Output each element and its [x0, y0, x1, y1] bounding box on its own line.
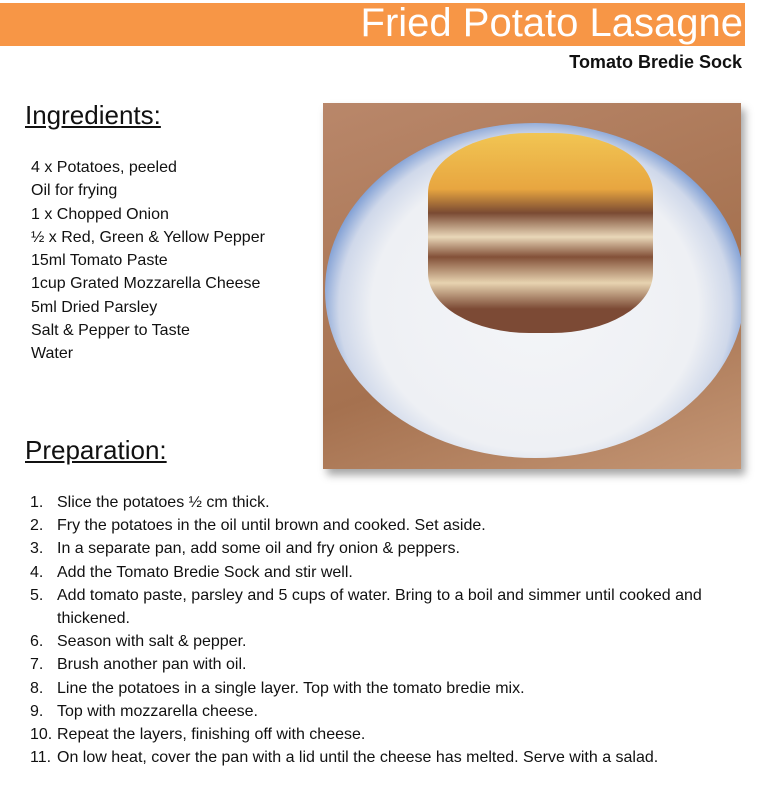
step: 11. On low heat, cover the pan with a lid until the cheese has melted. Serve with a salad.: [30, 749, 659, 767]
title-banner: [0, 3, 745, 46]
step: 6. Season with salt & pepper.: [30, 633, 247, 651]
subtitle: Tomato Bredie Sock: [569, 52, 742, 72]
ingredient: ½ x Red, Green & Yellow Pepper: [31, 228, 265, 246]
step: 2. Fry the potatoes in the oil until brown and cooked. Set aside.: [30, 517, 486, 535]
ingredient: 1cup Grated Mozzarella Cheese: [31, 275, 261, 293]
ingredients-heading: Ingredients:: [25, 100, 161, 130]
preparation-steps: [30, 491, 750, 769]
step: 9. Top with mozzarella cheese.: [30, 702, 258, 720]
preparation-heading: Preparation:: [25, 435, 167, 465]
step: 5. Add tomato paste, parsley and 5 cups of water. Bring to a boil and simmer until cooked and thickened.: [30, 586, 702, 628]
step: 1. Slice the potatoes ½ cm thick.: [30, 494, 270, 511]
page-title: Fried Potato Lasagne: [360, 1, 743, 45]
step: 3. In a separate pan, add some oil and fry onion & peppers.: [30, 540, 460, 558]
ingredient: 4 x Potatoes, peeled: [31, 159, 177, 176]
ingredient: Water: [31, 345, 74, 363]
step: 10. Repeat the layers, finishing off with cheese.: [30, 726, 366, 744]
step: 7. Brush another pan with oil.: [30, 656, 247, 674]
ingredient: 15ml Tomato Paste: [31, 252, 168, 270]
step: 4. Add the Tomato Bredie Sock and stir well.: [30, 563, 353, 581]
lasagne-photo: [323, 103, 741, 469]
ingredient: 5ml Dried Parsley: [31, 298, 158, 316]
step: 8. Line the potatoes in a single layer. Top with the tomato bredie mix.: [30, 679, 525, 697]
ingredients-list: [31, 156, 265, 366]
ingredient: Oil for frying: [31, 182, 118, 200]
ingredient: Salt & Pepper to Taste: [31, 322, 190, 340]
ingredient: 1 x Chopped Onion: [31, 205, 169, 223]
lasagne-stack: [428, 133, 653, 333]
